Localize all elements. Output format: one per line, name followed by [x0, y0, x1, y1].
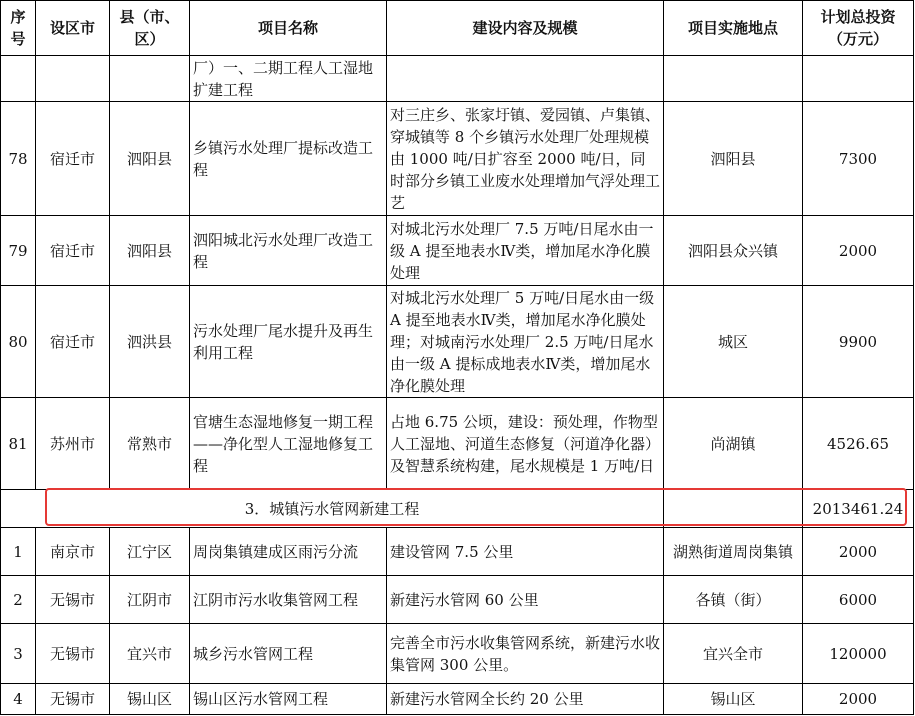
cell-city: 宿迁市 [36, 286, 110, 398]
cell-seq: 79 [1, 216, 36, 286]
cell-seq: 80 [1, 286, 36, 398]
cell-city: 宿迁市 [36, 216, 110, 286]
cell-invest: 7300 [803, 102, 914, 216]
cont-content [387, 56, 664, 102]
cell-content: 新建污水管网 60 公里 [387, 576, 664, 624]
cell-invest: 2000 [803, 684, 914, 715]
section-location [664, 490, 803, 528]
continuation-row [1, 56, 914, 102]
cell-invest: 6000 [803, 576, 914, 624]
cell-invest: 4526.65 [803, 398, 914, 490]
cell-content: 新建污水管网全长约 20 公里 [387, 684, 664, 715]
header-city: 设区市 [36, 1, 110, 56]
table-row [1, 528, 914, 576]
cell-location: 宜兴全市 [664, 624, 803, 684]
cell-name: 锡山区污水管网工程 [190, 684, 387, 715]
cell-name: 江阴市污水收集管网工程 [190, 576, 387, 624]
cell-county: 常熟市 [110, 398, 190, 490]
section-title: 3．城镇污水管网新建工程 [1, 490, 664, 528]
table-row [1, 684, 914, 715]
cell-invest: 120000 [803, 624, 914, 684]
header-invest: 计划总投资 （万元） [803, 1, 914, 56]
header-content: 建设内容及规模 [387, 1, 664, 56]
cell-seq: 81 [1, 398, 36, 490]
cell-name: 乡镇污水处理厂提标改造工程 [190, 102, 387, 216]
cell-city: 南京市 [36, 528, 110, 576]
cell-county: 泗洪县 [110, 286, 190, 398]
cell-seq: 4 [1, 684, 36, 715]
cell-seq: 3 [1, 624, 36, 684]
table-row [1, 102, 914, 216]
cont-seq [1, 56, 36, 102]
cell-name: 周岗集镇建成区雨污分流 [190, 528, 387, 576]
header-row [1, 1, 914, 56]
header-county: 县（市、 区） [110, 1, 190, 56]
table-row [1, 286, 914, 398]
cell-county: 宜兴市 [110, 624, 190, 684]
cell-county: 江宁区 [110, 528, 190, 576]
cell-invest: 2000 [803, 528, 914, 576]
cell-name: 泗阳城北污水处理厂改造工程 [190, 216, 387, 286]
cell-name: 城乡污水管网工程 [190, 624, 387, 684]
table-row [1, 216, 914, 286]
header-seq: 序 号 [1, 1, 36, 56]
section-row [1, 490, 914, 528]
cell-content: 对城北污水处理厂 5 万吨/日尾水由一级 A 提至地表水Ⅳ类，增加尾水净化膜处理；对城南污水处理厂 2.5 万吨/日尾水由一级 A 提标成地表水Ⅳ类，增加尾水净化膜处理 [387, 286, 664, 398]
cell-county: 泗阳县 [110, 102, 190, 216]
cell-content: 占地 6.75 公顷，建设：预处理，作物型人工湿地、河道生态修复（河道净化器）及智慧系统构建，尾水规模是 1 万吨/日 [387, 398, 664, 490]
cell-content: 完善全市污水收集管网系统，新建污水收集管网 300 公里。 [387, 624, 664, 684]
cell-county: 江阴市 [110, 576, 190, 624]
cell-city: 无锡市 [36, 684, 110, 715]
table-row [1, 624, 914, 684]
cell-county: 泗阳县 [110, 216, 190, 286]
cell-name: 官塘生态湿地修复一期工程——净化型人工湿地修复工程 [190, 398, 387, 490]
section-total: 2013461.24 [803, 490, 914, 528]
cell-location: 锡山区 [664, 684, 803, 715]
cell-location: 泗阳县 [664, 102, 803, 216]
cell-seq: 1 [1, 528, 36, 576]
cell-city: 宿迁市 [36, 102, 110, 216]
cont-city [36, 56, 110, 102]
cell-location: 城区 [664, 286, 803, 398]
cell-invest: 2000 [803, 216, 914, 286]
cell-county: 锡山区 [110, 684, 190, 715]
header-name: 项目名称 [190, 1, 387, 56]
cell-city: 苏州市 [36, 398, 110, 490]
cell-seq: 2 [1, 576, 36, 624]
cell-seq: 78 [1, 102, 36, 216]
cell-content: 对城北污水处理厂 7.5 万吨/日尾水由一级 A 提至地表水Ⅳ类，增加尾水净化膜处理 [387, 216, 664, 286]
cell-location: 泗阳县众兴镇 [664, 216, 803, 286]
cell-content: 对三庄乡、张家圩镇、爱园镇、卢集镇、穿城镇等 8 个乡镇污水处理厂处理规模由 1000 吨/日扩容至 2000 吨/日，同时部分乡镇工业废水处理增加气浮处理工艺 [387, 102, 664, 216]
cell-name: 污水处理厂尾水提升及再生利用工程 [190, 286, 387, 398]
cont-invest [803, 56, 914, 102]
cont-county [110, 56, 190, 102]
cell-city: 无锡市 [36, 624, 110, 684]
table-row [1, 398, 914, 490]
cell-location: 湖熟街道周岗集镇 [664, 528, 803, 576]
cont-name: 厂）一、二期工程人工湿地扩建工程 [190, 56, 387, 102]
header-location: 项目实施地点 [664, 1, 803, 56]
cell-city: 无锡市 [36, 576, 110, 624]
cont-location [664, 56, 803, 102]
table-row [1, 576, 914, 624]
cell-location: 尚湖镇 [664, 398, 803, 490]
cell-location: 各镇（街） [664, 576, 803, 624]
cell-content: 建设管网 7.5 公里 [387, 528, 664, 576]
cell-invest: 9900 [803, 286, 914, 398]
